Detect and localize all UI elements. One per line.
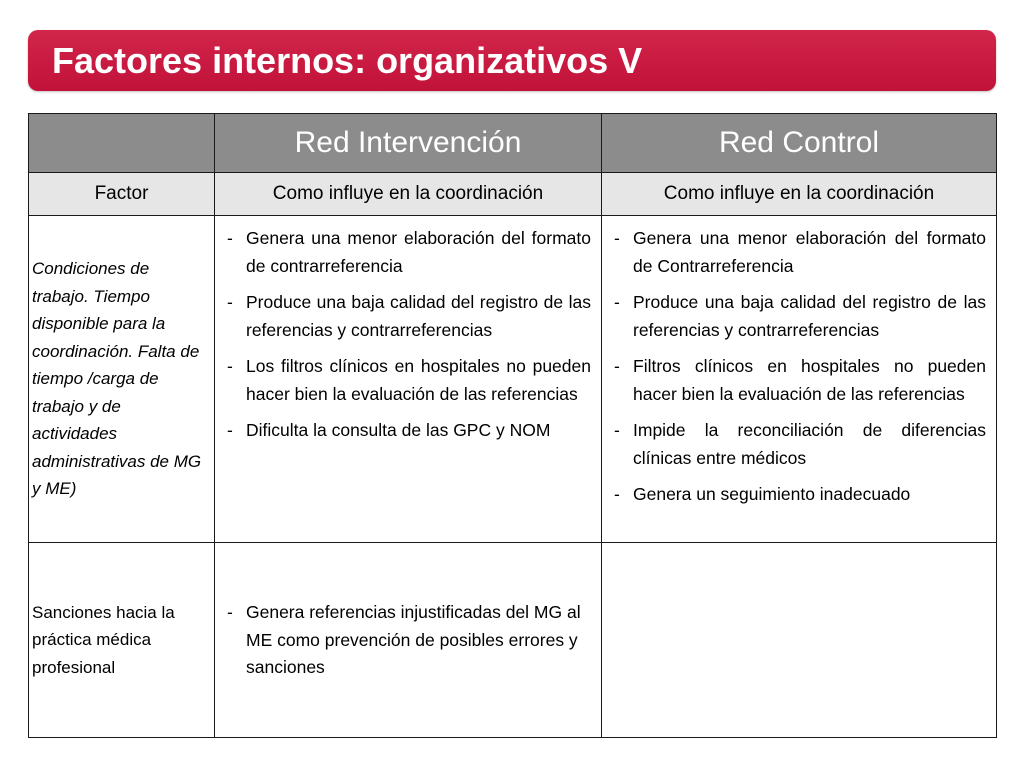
table-subheader-row [29, 173, 997, 216]
intervencion-cell [215, 543, 602, 738]
header-red-control: Red Control [602, 114, 997, 173]
bullet-list [602, 216, 996, 509]
subheader-control: Como influye en la coordinación [602, 173, 997, 216]
table-row [29, 216, 997, 543]
list-item: - Genera un seguimiento inadecuado [614, 484, 911, 504]
list-item: - Genera una menor elaboración del formato de Contrarreferencia [614, 228, 986, 276]
list-item: - Los filtros clínicos en hospitales no pueden hacer bien la evaluación de las referencias [227, 356, 591, 404]
list-item: - Dificulta la consulta de las GPC y NOM [227, 420, 551, 440]
table-row [29, 543, 997, 738]
slide-title: Factores internos: organizativos V [52, 39, 643, 81]
factor-text: Sanciones hacia la práctica médica profesional [32, 602, 175, 677]
list-item: - Genera referencias injustificadas del MG al ME como prevención de posibles errores y sanciones [227, 602, 581, 677]
table-header-row [29, 114, 997, 173]
subheader-factor: Factor [29, 173, 215, 216]
control-cell [602, 216, 997, 543]
factor-cell [29, 216, 215, 543]
subheader-intervencion: Como influye en la coordinación [215, 173, 602, 216]
header-blank-cell [29, 114, 215, 173]
list-item: - Impide la reconciliación de diferencias clínicas entre médicos [614, 420, 986, 468]
intervencion-cell [215, 216, 602, 543]
factor-cell [29, 543, 215, 738]
factor-text: Condiciones de trabajo. Tiempo disponible para la coordinación. Falta de tiempo /carga de trabajo y de actividades administrativas de MG y ME) [32, 259, 202, 499]
list-item: - Genera una menor elaboración del formato de contrarreferencia [227, 228, 591, 276]
control-cell-empty [602, 543, 997, 738]
bullet-list [215, 543, 601, 682]
list-item: - Produce una baja calidad del registro de las referencias y contrarreferencias [227, 292, 591, 340]
coordination-factors-table [28, 113, 997, 738]
list-item: - Filtros clínicos en hospitales no pueden hacer bien la evaluación de las referencias [614, 356, 986, 404]
header-red-intervencion: Red Intervención [215, 114, 602, 173]
title-bar [28, 30, 996, 91]
list-item: - Produce una baja calidad del registro de las referencias y contrarreferencias [614, 292, 986, 340]
bullet-list [215, 216, 601, 445]
